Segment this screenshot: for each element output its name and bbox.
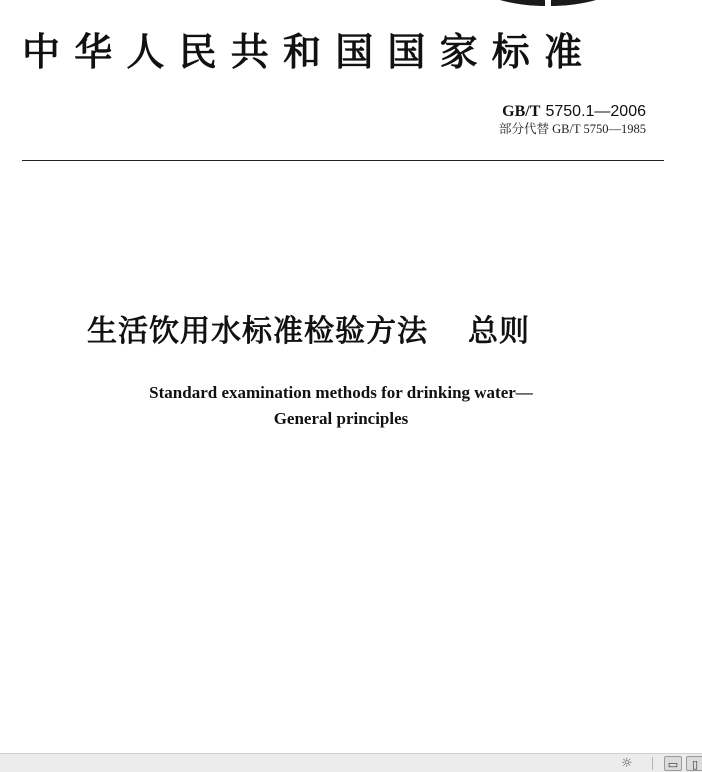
standard-title: 中华人民共和国国家标准 [22, 29, 597, 74]
document-title-cn [87, 312, 530, 352]
standard-code-number: 5750.1—2006 [545, 103, 646, 120]
viewer-statusbar [0, 753, 702, 772]
standard-code [502, 101, 646, 122]
document-title-cn-main: 生活饮用水标准检验方法 [87, 314, 428, 349]
standard-code-prefix: GB/T [502, 103, 541, 120]
replaces-note: 部分代替 GB/T 5750—1985 [499, 122, 646, 136]
logo-notch [545, 0, 551, 6]
two-page-view-icon[interactable]: ▯ [686, 756, 702, 771]
header-divider [22, 160, 664, 161]
document-title-cn-sub: 总则 [468, 314, 530, 349]
document-title-en-line1: Standard examination methods for drinking water— [149, 383, 533, 402]
single-page-view-icon[interactable]: ▭ [664, 756, 682, 771]
document-title-en-line2: General principles [273, 409, 409, 428]
sun-icon[interactable]: ☼ [621, 756, 633, 771]
statusbar-separator [652, 757, 653, 770]
